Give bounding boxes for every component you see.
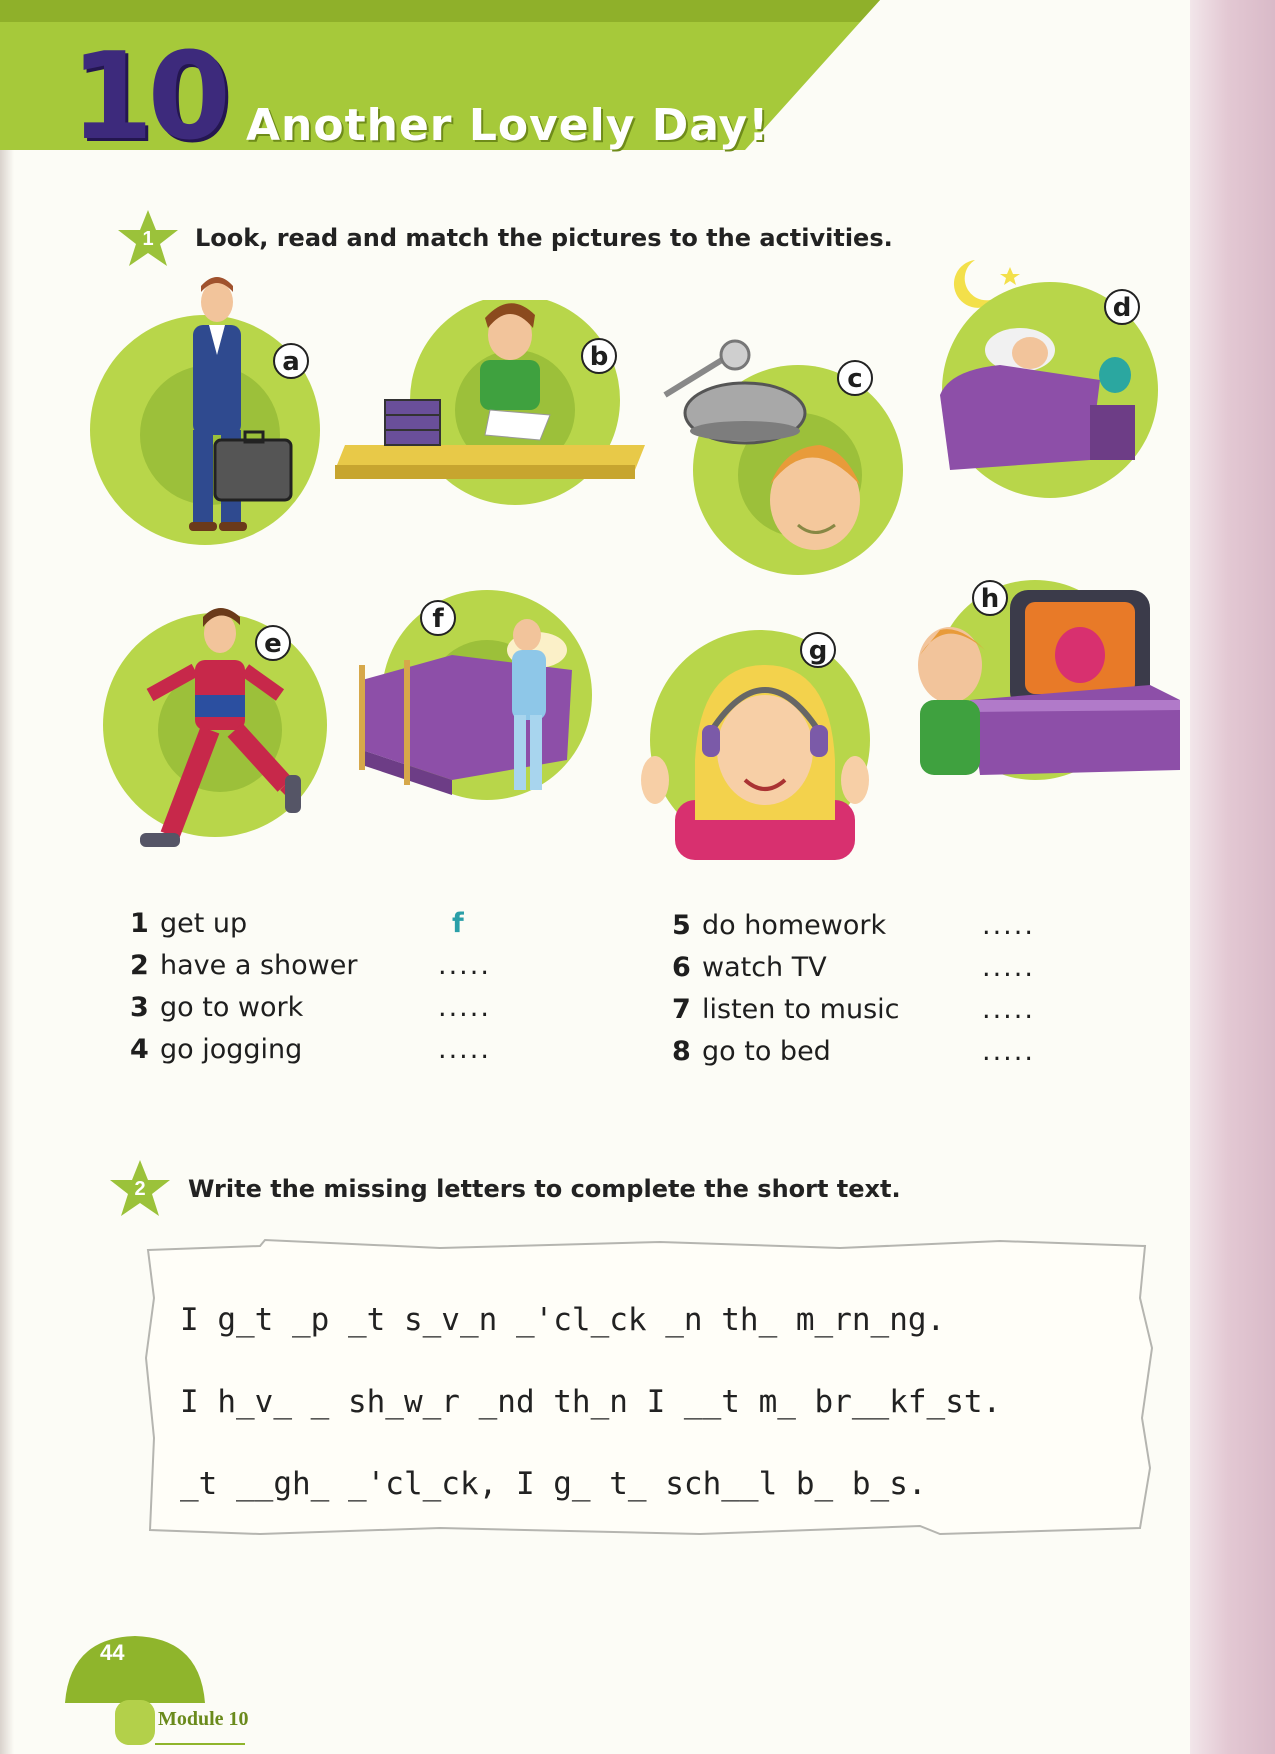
matching-list-left	[130, 908, 530, 1078]
match-text: watch TV	[702, 952, 827, 983]
match-text: go to work	[160, 992, 304, 1023]
match-number: 2	[130, 950, 149, 981]
match-answer[interactable]: .....	[982, 994, 1035, 1025]
picture-f	[352, 590, 612, 815]
picture-h	[900, 580, 1180, 790]
picture-label-f: f	[420, 600, 456, 636]
picture-label-e: e	[255, 625, 291, 661]
picture-a	[85, 270, 330, 550]
tv-illustration	[900, 580, 1180, 790]
picture-g	[640, 630, 885, 860]
picture-c	[660, 335, 935, 585]
exercise-2-instruction: Write the missing letters to complete the short text.	[188, 1175, 901, 1203]
match-number: 8	[672, 1036, 691, 1067]
torn-paper-note	[140, 1238, 1155, 1538]
picture-label-h: h	[972, 580, 1008, 616]
match-answer[interactable]: f	[452, 908, 464, 939]
page-binding-shadow	[0, 0, 14, 1754]
text-line-2[interactable]: I h_v_ _ sh_w_r _nd th_n I __t m_ br__kf_st.	[180, 1384, 1002, 1420]
match-number: 5	[672, 910, 691, 941]
exercise-1-number: 1	[142, 228, 154, 250]
match-answer[interactable]: .....	[982, 952, 1035, 983]
match-answer[interactable]: .....	[438, 950, 491, 981]
unit-title: Another Lovely Day!	[246, 100, 770, 151]
exercise-2-number: 2	[134, 1178, 146, 1200]
page-edge	[1190, 0, 1275, 1754]
match-text: go jogging	[160, 1034, 303, 1065]
picture-label-b: b	[581, 338, 617, 374]
match-text: get up	[160, 908, 248, 939]
text-line-3[interactable]: _t __gh_ _'cl_ck, I g_ t_ sch__l b_ b_s.	[180, 1466, 927, 1502]
match-text: go to bed	[702, 1036, 831, 1067]
match-number: 7	[672, 994, 691, 1025]
picture-d	[940, 255, 1185, 500]
picture-label-g: g	[800, 632, 836, 668]
match-number: 6	[672, 952, 691, 983]
match-text: do homework	[702, 910, 887, 941]
picture-e	[95, 605, 335, 870]
match-answer[interactable]: .....	[982, 910, 1035, 941]
picture-label-a: a	[273, 343, 309, 379]
music-illustration	[640, 630, 885, 860]
match-text: have a shower	[160, 950, 358, 981]
exercise-1-star-icon	[116, 208, 180, 272]
getting-up-illustration	[352, 590, 612, 815]
shower-illustration	[660, 335, 935, 585]
exercise-1-instruction: Look, read and match the pictures to the activities.	[195, 224, 893, 252]
match-answer[interactable]: .....	[438, 992, 491, 1023]
match-answer[interactable]: .....	[438, 1034, 491, 1065]
match-number: 3	[130, 992, 149, 1023]
exercise-2-star-icon	[108, 1158, 172, 1222]
module-label: Module 10	[158, 1708, 249, 1730]
jogging-illustration	[95, 605, 335, 870]
bed-night-illustration	[940, 255, 1185, 500]
match-number: 4	[130, 1034, 149, 1065]
homework-illustration	[335, 300, 655, 540]
businessman-illustration	[85, 270, 330, 550]
page-footer	[60, 1628, 250, 1748]
picture-label-c: c	[837, 360, 873, 396]
picture-label-d: d	[1104, 289, 1140, 325]
page-number: 44	[100, 1640, 125, 1665]
unit-number: 10	[70, 28, 225, 167]
match-answer[interactable]: .....	[982, 1036, 1035, 1067]
text-line-1[interactable]: I g_t _p _t s_v_n _'cl_ck _n th_ m_rn_ng.	[180, 1302, 946, 1338]
match-number: 1	[130, 908, 149, 939]
picture-b	[335, 300, 655, 540]
matching-list-right	[672, 910, 1035, 1080]
match-text: listen to music	[702, 994, 900, 1025]
unit-banner	[0, 0, 1275, 170]
